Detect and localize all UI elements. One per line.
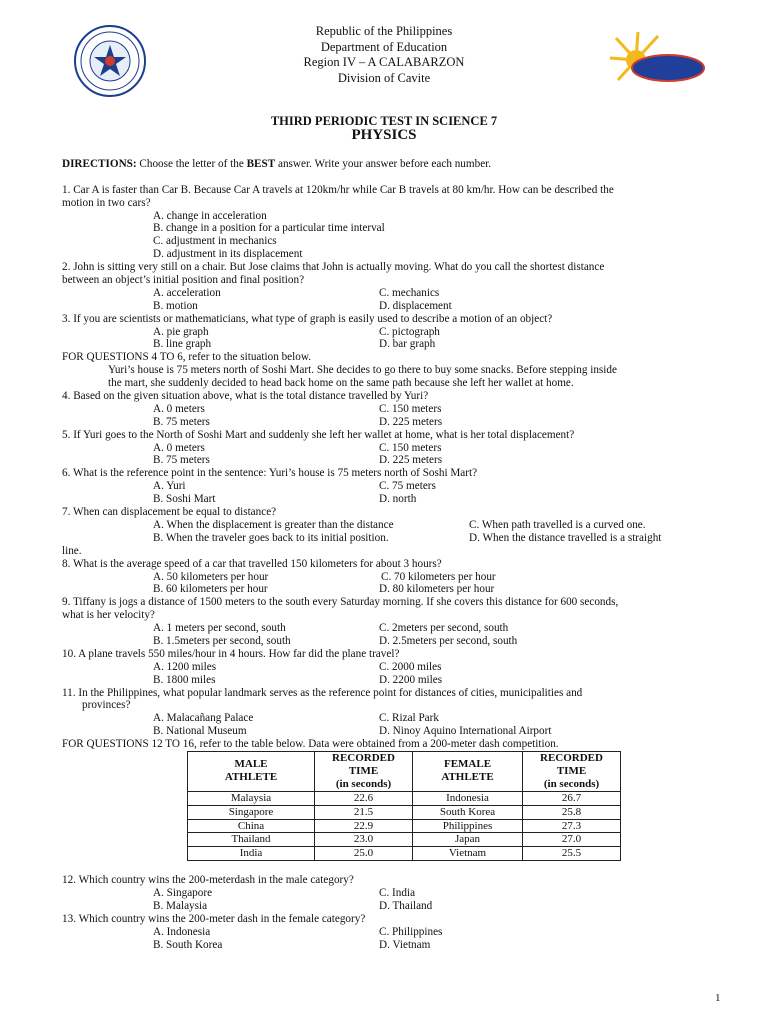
q5-option-b: B. 75 meters bbox=[153, 454, 210, 467]
q12-option-b: B. Malaysia bbox=[153, 899, 208, 912]
table-row: Malaysia 22.6 Indonesia 26.7 bbox=[188, 791, 621, 805]
table-row: Singapore 21.5 South Korea 25.8 bbox=[188, 805, 621, 819]
q9-option-c: C. 2meters per second, south bbox=[379, 622, 509, 635]
q8-option-d: D. 80 kilometers per hour bbox=[379, 583, 495, 596]
table-header-row bbox=[188, 751, 621, 791]
q8-option-c: C. 70 kilometers per hour bbox=[381, 570, 496, 583]
situation-intro-2: FOR QUESTIONS 12 TO 16, refer to the table below. Data were obtained from a 200-meter dash competition. bbox=[62, 738, 559, 751]
header-female-time: RECORDED TIME (in seconds) bbox=[523, 751, 621, 791]
question-13: 13. Which country wins the 200-meter dash in the female category? bbox=[62, 912, 366, 925]
q3-option-a: A. pie graph bbox=[153, 325, 209, 338]
question-5: 5. If Yuri goes to the North of Soshi Mart and suddenly she left her wallet at home, what is her total displacement? bbox=[62, 428, 575, 441]
q2-option-a: A. acceleration bbox=[153, 286, 221, 299]
q11-option-a: A. Malacañang Palace bbox=[153, 712, 254, 725]
q1-option-c: C. adjustment in mechanics bbox=[153, 235, 277, 248]
table-row: India 25.0 Vietnam 25.5 bbox=[188, 847, 621, 861]
q7-option-a: A. When the displacement is greater than the distance bbox=[153, 518, 394, 531]
q6-option-d: D. north bbox=[379, 493, 417, 506]
header-line-region: Region IV – A CALABARZON bbox=[303, 55, 465, 69]
q13-option-b: B. South Korea bbox=[153, 938, 223, 951]
test-subject: PHYSICS bbox=[351, 127, 417, 143]
q13-option-c: C. Philippines bbox=[379, 925, 443, 938]
header-line-republic: Republic of the Philippines bbox=[315, 24, 453, 38]
athlete-record-table bbox=[187, 751, 621, 861]
header-male-time: RECORDED TIME (in seconds) bbox=[315, 751, 413, 791]
q6-option-a: A. Yuri bbox=[153, 480, 186, 493]
question-11-cont: provinces? bbox=[82, 699, 131, 712]
q5-option-c: C. 150 meters bbox=[379, 441, 442, 454]
question-12: 12. Which country wins the 200-meterdash in the male category? bbox=[62, 874, 354, 887]
q4-option-a: A. 0 meters bbox=[153, 402, 205, 415]
header-line-department: Department of Education bbox=[320, 39, 448, 54]
q10-option-b: B. 1800 miles bbox=[153, 673, 216, 686]
q10-option-a: A. 1200 miles bbox=[153, 660, 217, 673]
q3-option-c: C. pictograph bbox=[379, 325, 440, 338]
q2-option-d: D. displacement bbox=[379, 299, 452, 312]
header-line-division: Division of Cavite bbox=[337, 70, 431, 85]
question-9-cont: what is her velocity? bbox=[62, 609, 155, 622]
q8-option-b: B. 60 kilometers per hour bbox=[153, 583, 268, 596]
question-2-cont: between an object’s initial position and final position? bbox=[62, 274, 305, 287]
question-10: 10. A plane travels 550 miles/hour in 4 hours. How far did the plane travel? bbox=[62, 647, 400, 660]
q13-option-d: D. Vietnam bbox=[379, 938, 431, 951]
q5-option-a: A. 0 meters bbox=[153, 441, 205, 454]
table-row: Thailand 23.0 Japan 27.0 bbox=[188, 833, 621, 847]
q9-option-a: A. 1 meters per second, south bbox=[153, 622, 286, 635]
question-2: 2. John is sitting very still on a chair. But Jose claims that John is actually moving. What do you call the shortest distance bbox=[62, 261, 605, 274]
directions: DIRECTIONS: Choose the letter of the BEST answer. Write your answer before each number. bbox=[62, 158, 492, 170]
q7-option-d: D. When the distance travelled is a straight bbox=[469, 531, 662, 544]
test-title: THIRD PERIODIC TEST IN SCIENCE 7 bbox=[270, 114, 498, 128]
q9-option-b: B. 1.5meters per second, south bbox=[153, 634, 291, 647]
q2-option-b: B. motion bbox=[153, 299, 198, 312]
q1-option-a: A. change in acceleration bbox=[153, 209, 267, 222]
q11-option-c: C. Rizal Park bbox=[379, 712, 439, 725]
header-female-athlete: FEMALE ATHLETE bbox=[413, 751, 523, 791]
q4-option-c: C. 150 meters bbox=[379, 402, 442, 415]
q10-option-d: D. 2200 miles bbox=[379, 673, 443, 686]
situation-text-2: the mart, she suddenly decided to head back home on the same path because she left her wallet at home. bbox=[108, 377, 574, 390]
situation-text-1: Yuri’s house is 75 meters north of Soshi Mart. She decides to go there to buy some snacks. Before stepping inside bbox=[108, 364, 617, 377]
question-9: 9. Tiffany is jogs a distance of 1500 meters to the south every Saturday morning. If she covers this distance for 600 seconds, bbox=[62, 596, 619, 609]
question-7: 7. When can displacement be equal to distance? bbox=[62, 506, 277, 519]
q11-option-b: B. National Museum bbox=[153, 725, 247, 738]
question-4: 4. Based on the given situation above, what is the total distance travelled by Yuri? bbox=[62, 390, 429, 403]
page-number: 1 bbox=[715, 992, 721, 1004]
test-body bbox=[62, 158, 722, 951]
q11-option-d: D. Ninoy Aquino International Airport bbox=[379, 725, 552, 738]
question-11: 11. In the Philippines, what popular landmark serves as the reference point for distances of cities, municipalities and bbox=[62, 686, 583, 699]
table-row: China 22.9 Philippines 27.3 bbox=[188, 819, 621, 833]
q13-option-a: A. Indonesia bbox=[153, 925, 211, 938]
question-1: 1. Car A is faster than Car B. Because Car A travels at 120km/hr while Car B travels at 80 km/hr. How can be described the bbox=[62, 183, 614, 196]
q5-option-d: D. 225 meters bbox=[379, 454, 443, 467]
q7-option-c: C. When path travelled is a curved one. bbox=[469, 518, 646, 531]
q9-option-d: D. 2.5meters per second, south bbox=[379, 634, 518, 647]
q1-option-b: B. change in a position for a particular time interval bbox=[153, 222, 385, 235]
q3-option-d: D. bar graph bbox=[379, 338, 436, 351]
q6-option-b: B. Soshi Mart bbox=[153, 493, 216, 506]
q4-option-b: B. 75 meters bbox=[153, 415, 210, 428]
question-3: 3. If you are scientists or mathematicians, what type of graph is easily used to describe a motion of an object? bbox=[62, 312, 553, 325]
q6-option-c: C. 75 meters bbox=[379, 480, 436, 493]
question-8: 8. What is the average speed of a car that travelled 150 kilometers for about 3 hours? bbox=[62, 557, 442, 570]
q4-option-d: D. 225 meters bbox=[379, 415, 443, 428]
q8-option-a: A. 50 kilometers per hour bbox=[153, 570, 269, 583]
question-1-cont: motion in two cars? bbox=[62, 196, 151, 209]
question-6: 6. What is the reference point in the sentence: Yuri’s house is 75 meters north of Soshi Mart? bbox=[62, 467, 478, 480]
deped-cavite-logo-icon bbox=[606, 30, 706, 92]
situation-intro-1: FOR QUESTIONS 4 TO 6, refer to the situation below. bbox=[62, 351, 312, 364]
q7-option-b: B. When the traveler goes back to its initial position. bbox=[153, 531, 389, 544]
q12-option-d: D. Thailand bbox=[379, 899, 433, 912]
q10-option-c: C. 2000 miles bbox=[379, 660, 442, 673]
q3-option-b: B. line graph bbox=[153, 338, 212, 351]
q12-option-c: C. India bbox=[379, 887, 416, 899]
q12-option-a: A. Singapore bbox=[153, 887, 213, 899]
q2-option-c: C. mechanics bbox=[379, 286, 440, 299]
header-male-athlete: MALE ATHLETE bbox=[188, 751, 315, 791]
q1-option-d: D. adjustment in its displacement bbox=[153, 248, 303, 261]
q7-option-d-cont: line. bbox=[62, 544, 82, 557]
